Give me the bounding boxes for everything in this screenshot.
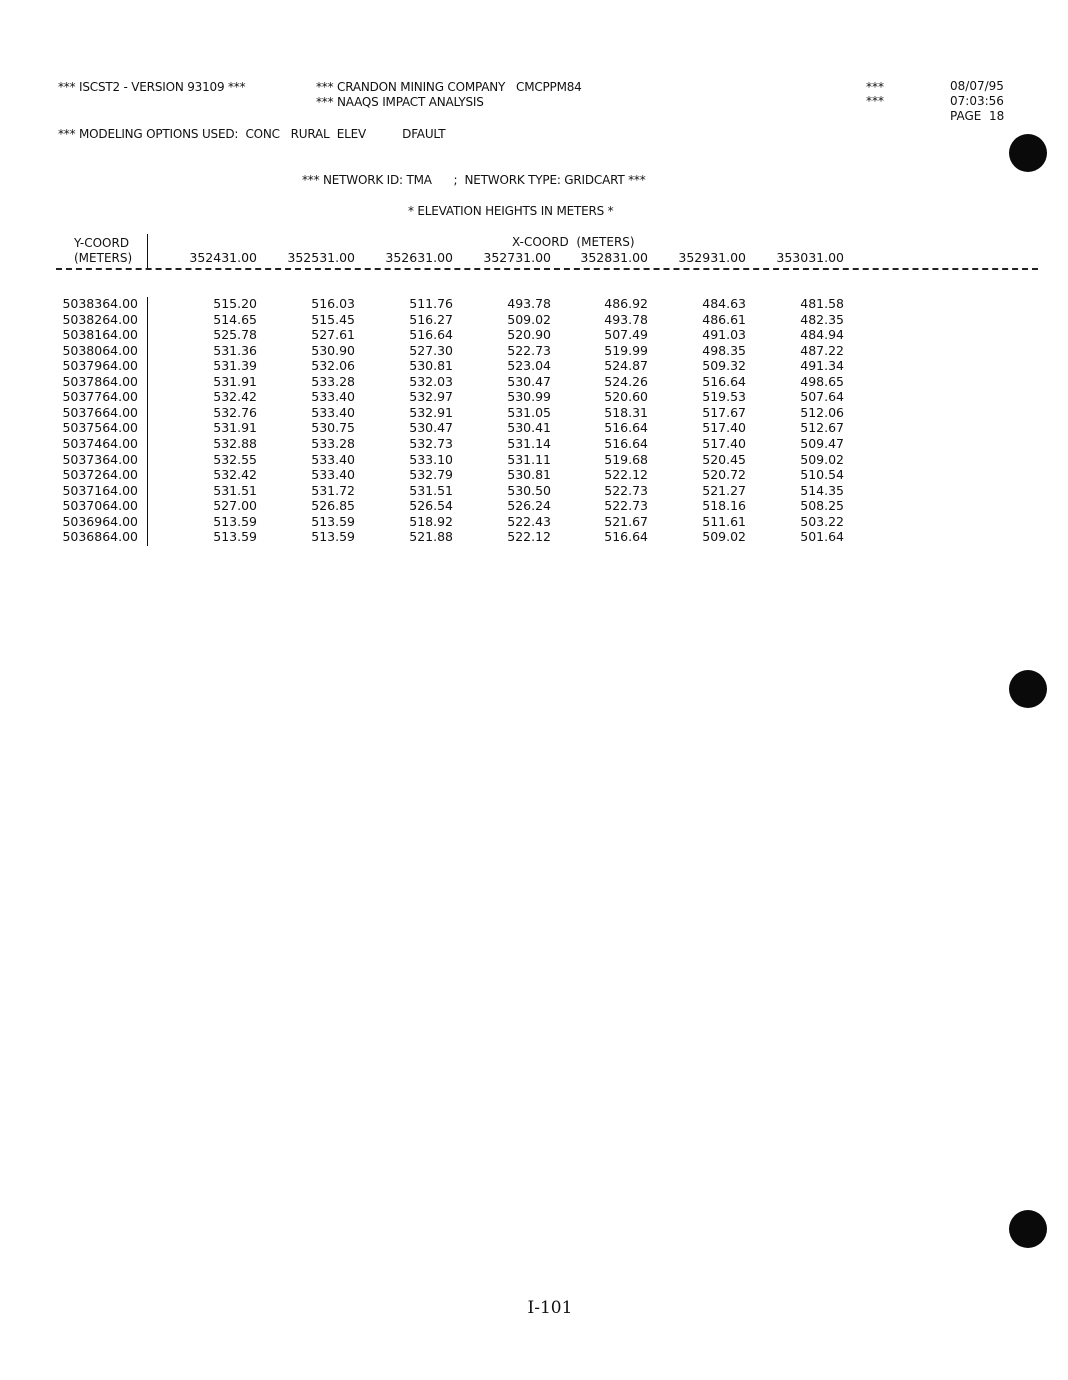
- header-stars-2: ***: [866, 94, 884, 108]
- elevation-cell: 519.68: [604, 451, 648, 467]
- elevation-cell: 518.16: [702, 498, 746, 514]
- elevation-cell: 513.59: [213, 513, 257, 529]
- elevation-cell: 520.45: [702, 451, 746, 467]
- elevation-cell: 531.91: [213, 373, 257, 389]
- elevation-cell: 533.10: [409, 451, 453, 467]
- elevation-cell: 526.54: [409, 498, 453, 514]
- page-label: PAGE 18: [950, 109, 1005, 123]
- elevation-cell: 523.04: [507, 358, 551, 374]
- elevation-cell: 513.59: [311, 529, 355, 545]
- elevation-cell: 522.12: [604, 467, 648, 483]
- elevation-cell: 510.54: [800, 467, 844, 483]
- elevation-cell: 532.55: [213, 451, 257, 467]
- elevation-cell: 516.64: [604, 420, 648, 436]
- ycoord-value: 5038264.00: [62, 311, 138, 327]
- elevation-cell: 516.64: [702, 373, 746, 389]
- xcoord-label: X-COORD (METERS): [512, 235, 635, 249]
- elevation-cell: 526.24: [507, 498, 551, 514]
- elevation-cell: 484.63: [702, 296, 746, 311]
- elevation-cell: 533.40: [311, 451, 355, 467]
- ycoord-value: 5037064.00: [62, 498, 138, 514]
- binder-hole-top: [1009, 134, 1047, 172]
- elevation-cell: 524.26: [604, 373, 648, 389]
- ycoord-value: 5037464.00: [62, 435, 138, 451]
- elevation-cell: 498.65: [800, 373, 844, 389]
- elevation-cell: 508.25: [800, 498, 844, 514]
- elevation-cell: 518.92: [409, 513, 453, 529]
- elevation-cell: 509.32: [702, 358, 746, 374]
- xcoord-value: 352931.00: [678, 250, 746, 265]
- elevation-cell: 509.47: [800, 435, 844, 451]
- elevation-cell: 521.67: [604, 513, 648, 529]
- elevation-cell: 527.61: [311, 327, 355, 343]
- elevation-cell: 516.64: [604, 529, 648, 545]
- elevation-cell: 507.64: [800, 389, 844, 405]
- elevation-cell: 517.67: [702, 404, 746, 420]
- network-line: *** NETWORK ID: TMA ; NETWORK TYPE: GRIDCART ***: [302, 173, 646, 187]
- elevation-cell: 531.36: [213, 342, 257, 358]
- header-stars-1: ***: [866, 80, 884, 94]
- elevation-cell: 521.27: [702, 482, 746, 498]
- elevation-cell: 530.47: [409, 420, 453, 436]
- elevation-cell: 522.12: [507, 529, 551, 545]
- elevation-cell: 527.30: [409, 342, 453, 358]
- elevation-cell: 486.92: [604, 296, 648, 311]
- elevation-cell: 531.14: [507, 435, 551, 451]
- elevation-cell: 524.87: [604, 358, 648, 374]
- elevation-cell: 507.49: [604, 327, 648, 343]
- elevation-cell: 516.03: [311, 296, 355, 311]
- elevation-cell: 533.40: [311, 467, 355, 483]
- xcoord-value: 352631.00: [385, 250, 453, 265]
- elevation-cell: 530.41: [507, 420, 551, 436]
- elevation-cell: 532.06: [311, 358, 355, 374]
- elevation-cell: 513.59: [213, 529, 257, 545]
- ycoord-value: 5037664.00: [62, 404, 138, 420]
- elevation-cell: 516.27: [409, 311, 453, 327]
- header-column-divider: [147, 234, 148, 268]
- elevation-cell: 530.75: [311, 420, 355, 436]
- elevation-cell: 491.03: [702, 327, 746, 343]
- elevation-cell: 533.40: [311, 404, 355, 420]
- elevation-cell: 481.58: [800, 296, 844, 311]
- elevation-cell: 515.45: [311, 311, 355, 327]
- ycoord-value: 5036864.00: [62, 529, 138, 545]
- elevation-cell: 509.02: [507, 311, 551, 327]
- elevation-cell: 501.64: [800, 529, 844, 545]
- elevation-cell: 512.67: [800, 420, 844, 436]
- elevation-cell: 517.40: [702, 435, 746, 451]
- elevation-cell: 526.85: [311, 498, 355, 514]
- ycoord-value: 5037264.00: [62, 467, 138, 483]
- elevation-cell: 491.34: [800, 358, 844, 374]
- elevation-cell: 531.39: [213, 358, 257, 374]
- elevation-cell: 521.88: [409, 529, 453, 545]
- company-title: *** CRANDON MINING COMPANY CMCPPM84: [316, 80, 582, 94]
- elevation-cell: 511.61: [702, 513, 746, 529]
- ycoord-value: 5036964.00: [62, 513, 138, 529]
- elevation-cell: 517.40: [702, 420, 746, 436]
- ycoord-value: 5037164.00: [62, 482, 138, 498]
- elevation-cell: 532.42: [213, 389, 257, 405]
- ycoord-label: Y-COORD: [74, 236, 130, 250]
- elevation-cell: 519.53: [702, 389, 746, 405]
- ycoord-value: 5038064.00: [62, 342, 138, 358]
- xcoord-value: 352731.00: [483, 250, 551, 265]
- elevation-cell: 482.35: [800, 311, 844, 327]
- elevation-cell: 531.51: [213, 482, 257, 498]
- elevation-cell: 527.00: [213, 498, 257, 514]
- elevation-cell: 522.43: [507, 513, 551, 529]
- elevation-cell: 486.61: [702, 311, 746, 327]
- elevation-cell: 530.47: [507, 373, 551, 389]
- elevation-cell: 518.31: [604, 404, 648, 420]
- elevation-cell: 520.72: [702, 467, 746, 483]
- elevation-cell: 531.05: [507, 404, 551, 420]
- elevation-subtitle: * ELEVATION HEIGHTS IN METERS *: [408, 204, 614, 218]
- ycoord-value: 5038364.00: [62, 296, 138, 311]
- ycoord-value: 5037564.00: [62, 420, 138, 436]
- xcoord-value: 352831.00: [580, 250, 648, 265]
- elevation-cell: 522.73: [507, 342, 551, 358]
- body-column-divider: [147, 297, 148, 546]
- binder-hole-bottom: [1009, 1210, 1047, 1248]
- analysis-title: *** NAAQS IMPACT ANALYSIS: [316, 95, 484, 109]
- modeling-options: *** MODELING OPTIONS USED: CONC RURAL ELEV DFAULT: [58, 127, 446, 141]
- elevation-cell: 533.28: [311, 373, 355, 389]
- header-separator: [56, 268, 1038, 270]
- elevation-cell: 530.90: [311, 342, 355, 358]
- ycoord-value: 5037764.00: [62, 389, 138, 405]
- elevation-cell: 530.50: [507, 482, 551, 498]
- elevation-cell: 515.20: [213, 296, 257, 311]
- elevation-cell: 530.81: [507, 467, 551, 483]
- elevation-cell: 513.59: [311, 513, 355, 529]
- elevation-cell: 522.73: [604, 498, 648, 514]
- report-time: 07:03:56: [950, 94, 1004, 108]
- elevation-cell: 514.65: [213, 311, 257, 327]
- elevation-cell: 531.72: [311, 482, 355, 498]
- elevation-cell: 493.78: [604, 311, 648, 327]
- elevation-cell: 532.73: [409, 435, 453, 451]
- binder-hole-middle: [1009, 670, 1047, 708]
- elevation-cell: 516.64: [409, 327, 453, 343]
- elevation-cell: 532.76: [213, 404, 257, 420]
- elevation-cell: 531.51: [409, 482, 453, 498]
- ycoord-meters-label: (METERS): [74, 251, 133, 265]
- elevation-cell: 509.02: [702, 529, 746, 545]
- elevation-cell: 511.76: [409, 296, 453, 311]
- elevation-cell: 498.35: [702, 342, 746, 358]
- elevation-cell: 516.64: [604, 435, 648, 451]
- elevation-cell: 522.73: [604, 482, 648, 498]
- elevation-cell: 532.88: [213, 435, 257, 451]
- elevation-cell: 520.60: [604, 389, 648, 405]
- elevation-cell: 532.03: [409, 373, 453, 389]
- elevation-cell: 530.99: [507, 389, 551, 405]
- elevation-cell: 493.78: [507, 296, 551, 311]
- elevation-cell: 509.02: [800, 451, 844, 467]
- elevation-cell: 512.06: [800, 404, 844, 420]
- xcoord-value: 353031.00: [776, 250, 844, 265]
- xcoord-value: 352431.00: [189, 250, 257, 265]
- xcoord-value: 352531.00: [287, 250, 355, 265]
- elevation-cell: 531.91: [213, 420, 257, 436]
- report-date: 08/07/95: [950, 79, 1004, 93]
- elevation-cell: 520.90: [507, 327, 551, 343]
- ycoord-value: 5037364.00: [62, 451, 138, 467]
- elevation-cell: 525.78: [213, 327, 257, 343]
- elevation-cell: 503.22: [800, 513, 844, 529]
- page-number: I-101: [527, 1298, 573, 1318]
- program-version: *** ISCST2 - VERSION 93109 ***: [58, 80, 246, 94]
- elevation-cell: 533.28: [311, 435, 355, 451]
- ycoord-value: 5037964.00: [62, 358, 138, 374]
- ycoord-value: 5038164.00: [62, 327, 138, 343]
- elevation-cell: 532.97: [409, 389, 453, 405]
- elevation-cell: 532.79: [409, 467, 453, 483]
- elevation-cell: 533.40: [311, 389, 355, 405]
- elevation-cell: 484.94: [800, 327, 844, 343]
- elevation-cell: 487.22: [800, 342, 844, 358]
- elevation-cell: 530.81: [409, 358, 453, 374]
- ycoord-value: 5037864.00: [62, 373, 138, 389]
- elevation-cell: 532.42: [213, 467, 257, 483]
- elevation-cell: 531.11: [507, 451, 551, 467]
- elevation-cell: 532.91: [409, 404, 453, 420]
- elevation-cell: 519.99: [604, 342, 648, 358]
- elevation-cell: 514.35: [800, 482, 844, 498]
